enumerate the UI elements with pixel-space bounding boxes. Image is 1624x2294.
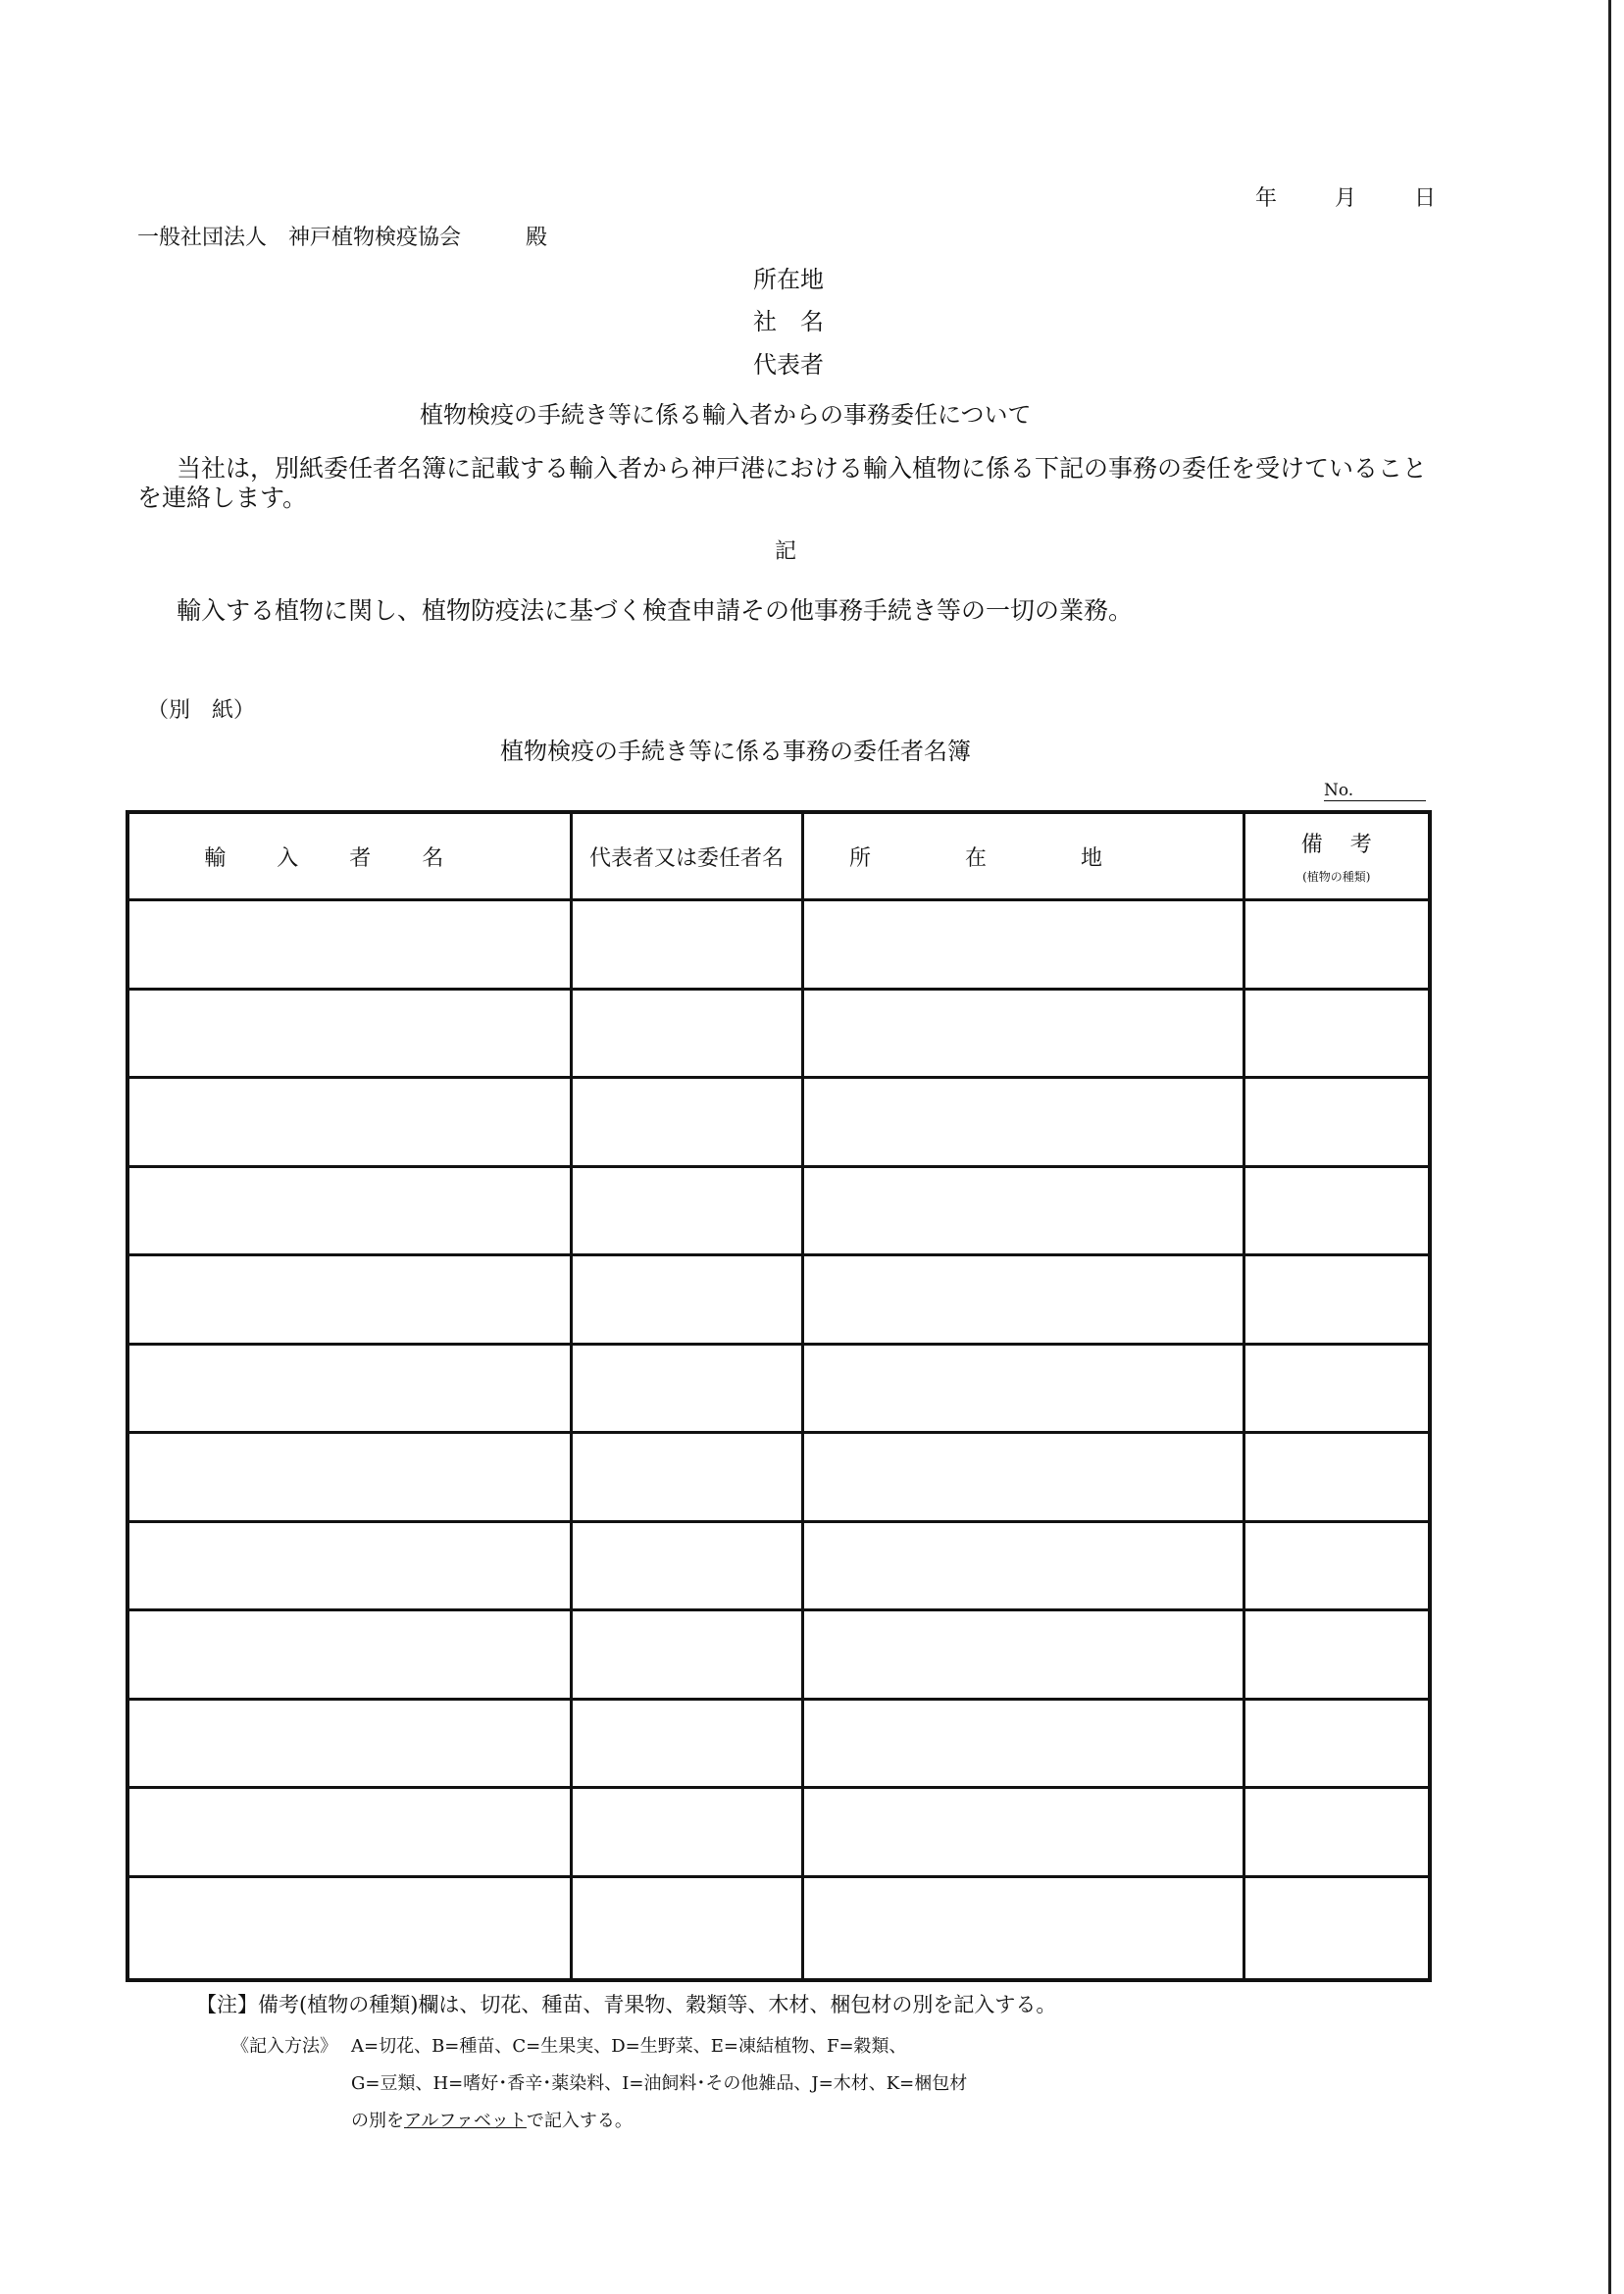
table-row [127,1166,1430,1255]
table-row [127,900,1430,990]
cell-remarks[interactable] [1243,989,1430,1078]
date-month: 月 [1335,186,1357,211]
header-remarks: 備考 (植物の種類) [1243,812,1430,900]
cell-representative[interactable] [571,1788,802,1877]
cell-representative[interactable] [571,1255,802,1345]
cell-importer[interactable] [127,1788,571,1877]
cell-importer[interactable] [127,1521,571,1610]
date-day: 日 [1414,186,1437,211]
table-row [127,1433,1430,1522]
cell-importer[interactable] [127,1078,571,1167]
cell-remarks[interactable] [1243,1255,1430,1345]
cell-address[interactable] [802,900,1243,990]
number-field[interactable]: No. [1324,781,1426,801]
cell-address[interactable] [802,1610,1243,1700]
cell-remarks[interactable] [1243,900,1430,990]
cell-importer[interactable] [127,989,571,1078]
cell-address[interactable] [802,1344,1243,1433]
cell-address[interactable] [802,1876,1243,1980]
delegation-table [126,810,1432,1982]
cell-representative[interactable] [571,1344,802,1433]
cell-importer[interactable] [127,1166,571,1255]
cell-address[interactable] [802,1255,1243,1345]
cell-representative[interactable] [571,1078,802,1167]
attachment-label: （別 紙） [147,698,256,723]
letter-item: 輸入する植物に関し、植物防疫法に基づく検査申請その他事務手続き等の一切の業務。 [177,596,1134,625]
cell-importer[interactable] [127,900,571,990]
letter-title: 植物検疫の手続き等に係る輸入者からの事務委任について [420,401,1032,429]
sender-company-label: 社 名 [753,308,824,335]
cell-remarks[interactable] [1243,1876,1430,1980]
cell-remarks[interactable] [1243,1610,1430,1700]
cell-address[interactable] [802,1433,1243,1522]
alphabet-underlined: アルファベット [404,2111,527,2131]
table-row [127,1078,1430,1167]
table-row [127,1521,1430,1610]
ki-heading: 記 [775,539,797,564]
cell-remarks[interactable] [1243,1788,1430,1877]
table-header-row [127,812,1430,900]
date-line [1255,181,1487,212]
cell-representative[interactable] [571,1166,802,1255]
cell-remarks[interactable] [1243,1521,1430,1610]
cell-address[interactable] [802,1521,1243,1610]
note-remarks: 【注】備考(植物の種類)欄は、切花、種苗、青果物、穀類等、木材、梱包材の別を記入する。 [196,1993,1057,2016]
cell-importer[interactable] [127,1433,571,1522]
sender-representative-label: 代表者 [753,351,824,379]
table-row [127,989,1430,1078]
sender-address-label: 所在地 [753,266,824,293]
letter-body: 当社は，別紙委任者名簿に記載する輸入者から神戸港における輸入植物に係る下記の事務の委任を受けていることを連絡します。 [137,454,1428,512]
cell-importer[interactable] [127,1876,571,1980]
header-importer: 輸入者名 [127,812,571,900]
addressee-org: 一般社団法人 [137,226,268,250]
cell-remarks[interactable] [1243,1344,1430,1433]
method-line-2: G=豆類、H=嗜好･香辛･薬染料、I=油飼料･その他雑品、J=木材、K=梱包材 [351,2073,968,2094]
addressee-honorific: 殿 [526,226,548,250]
table-row [127,1876,1430,1980]
table-row [127,1699,1430,1788]
cell-address[interactable] [802,1699,1243,1788]
cell-remarks[interactable] [1243,1699,1430,1788]
table-row [127,1788,1430,1877]
cell-remarks[interactable] [1243,1433,1430,1522]
method-label: 《記入方法》 [231,2036,337,2057]
cell-importer[interactable] [127,1610,571,1700]
addressee-name: 神戸植物検疫協会 [288,226,462,250]
cell-representative[interactable] [571,1876,802,1980]
method-line-3: の別をアルファベットで記入する。 [351,2111,633,2131]
cell-representative[interactable] [571,1521,802,1610]
cell-remarks[interactable] [1243,1166,1430,1255]
cell-importer[interactable] [127,1699,571,1788]
attachment-title: 植物検疫の手続き等に係る事務の委任者名簿 [500,738,971,765]
cell-representative[interactable] [571,989,802,1078]
cell-importer[interactable] [127,1344,571,1433]
cell-address[interactable] [802,989,1243,1078]
cell-address[interactable] [802,1166,1243,1255]
cell-representative[interactable] [571,1433,802,1522]
cell-representative[interactable] [571,1699,802,1788]
table-row [127,1255,1430,1345]
cell-address[interactable] [802,1788,1243,1877]
method-line-1: A=切花、B=種苗、C=生果実、D=生野菜、E=凍結植物、F=穀類、 [351,2036,907,2057]
cell-representative[interactable] [571,1610,802,1700]
table-row [127,1610,1430,1700]
table-row [127,1344,1430,1433]
page-edge [1608,0,1611,2294]
cell-representative[interactable] [571,900,802,990]
cell-remarks[interactable] [1243,1078,1430,1167]
cell-importer[interactable] [127,1255,571,1345]
header-representative: 代表者又は委任者名 [571,812,802,900]
addressee [137,221,547,251]
cell-address[interactable] [802,1078,1243,1167]
header-address: 所在地 [802,812,1243,900]
date-year: 年 [1255,186,1278,211]
